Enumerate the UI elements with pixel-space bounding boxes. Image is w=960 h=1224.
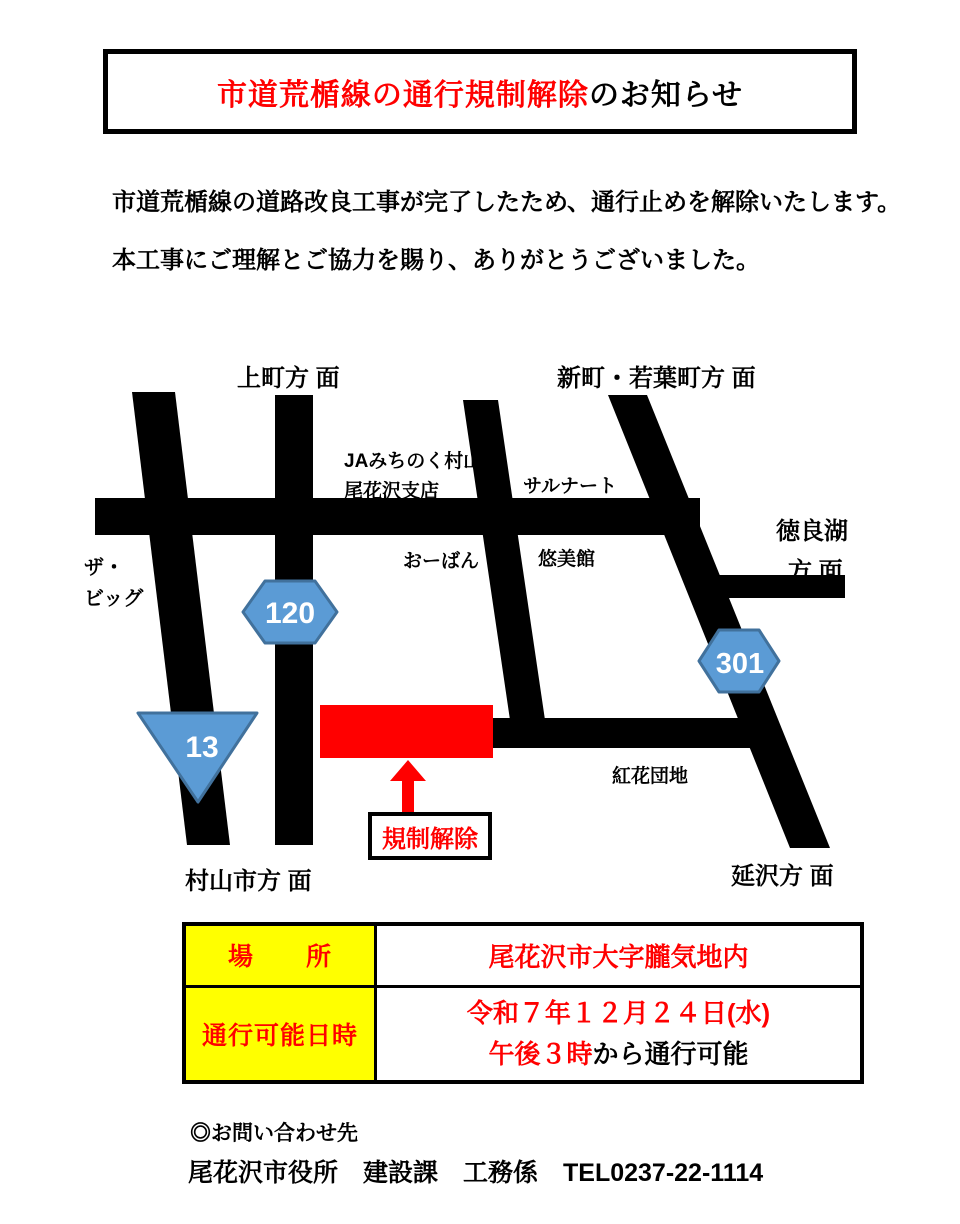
landmark-za-big-line2: ビッグ [84,588,144,610]
place-label-cell: 場 所 [184,924,376,986]
route-badge-301-label: 301 [715,648,765,680]
landmark-ja-michinoku-line1: JAみちのく村山 [344,451,483,472]
datetime-value-cell [376,986,863,1082]
direction-label-tokurako-line1: 徳良湖 [776,518,848,545]
datetime-line2-red: 午後３時 [488,1038,593,1069]
table-row-place [184,924,862,986]
landmark-za-big-line1: ザ・ [84,557,124,579]
route-badge-13-label: 13 [185,731,219,764]
release-arrow-icon [390,760,426,813]
place-value-cell: 尾花沢市大字朧気地内 [376,924,863,986]
release-callout-box [368,812,492,860]
datetime-line2 [378,1034,859,1074]
release-callout-label: 規制解除 [382,825,478,853]
direction-label-tokurako-line2: 方 面 [788,558,843,585]
body-paragraph-1: 市道荒楯線の道路改良工事が完了したため、通行止めを解除いたします。 [112,189,902,216]
landmark-benibana: 紅花団地 [612,766,689,787]
road-lower-horizontal [490,718,775,748]
direction-label-kamimachi: 上町方 面 [237,365,340,392]
direction-label-nobesawa: 延沢方 面 [731,863,834,890]
landmark-oban: おーばん [403,551,480,572]
info-table [182,922,864,1084]
direction-label-shinmachi-wakabacho: 新町・若葉町方 面 [557,365,756,392]
table-row-datetime [184,986,862,1082]
datetime-line2-black: から通行可能 [592,1038,749,1069]
title-highlight: 市道荒楯線の通行規制解除 [216,78,589,112]
landmark-yubikan: 悠美館 [538,549,596,570]
landmark-ja-michinoku-line2: 尾花沢支店 [344,481,440,502]
released-road-section [320,705,493,758]
contact-line: 尾花沢市役所 建設課 工務係 TEL0237-22-1114 [188,1159,764,1187]
landmark-salnato: サルナート [523,476,618,497]
body-paragraph-2: 本工事にご理解とご協力を賜り、ありがとうございました。 [112,247,760,274]
datetime-label-cell: 通行可能日時 [184,986,376,1082]
title-rest: のお知らせ [588,78,744,112]
contact-heading: ◎お問い合わせ先 [190,1122,358,1145]
datetime-line1: 令和７年１２月２４日(水) [466,998,771,1029]
road-main-horizontal [95,498,700,535]
direction-label-murayama: 村山市方 面 [185,868,312,895]
route-badge-120-label: 120 [264,597,316,630]
